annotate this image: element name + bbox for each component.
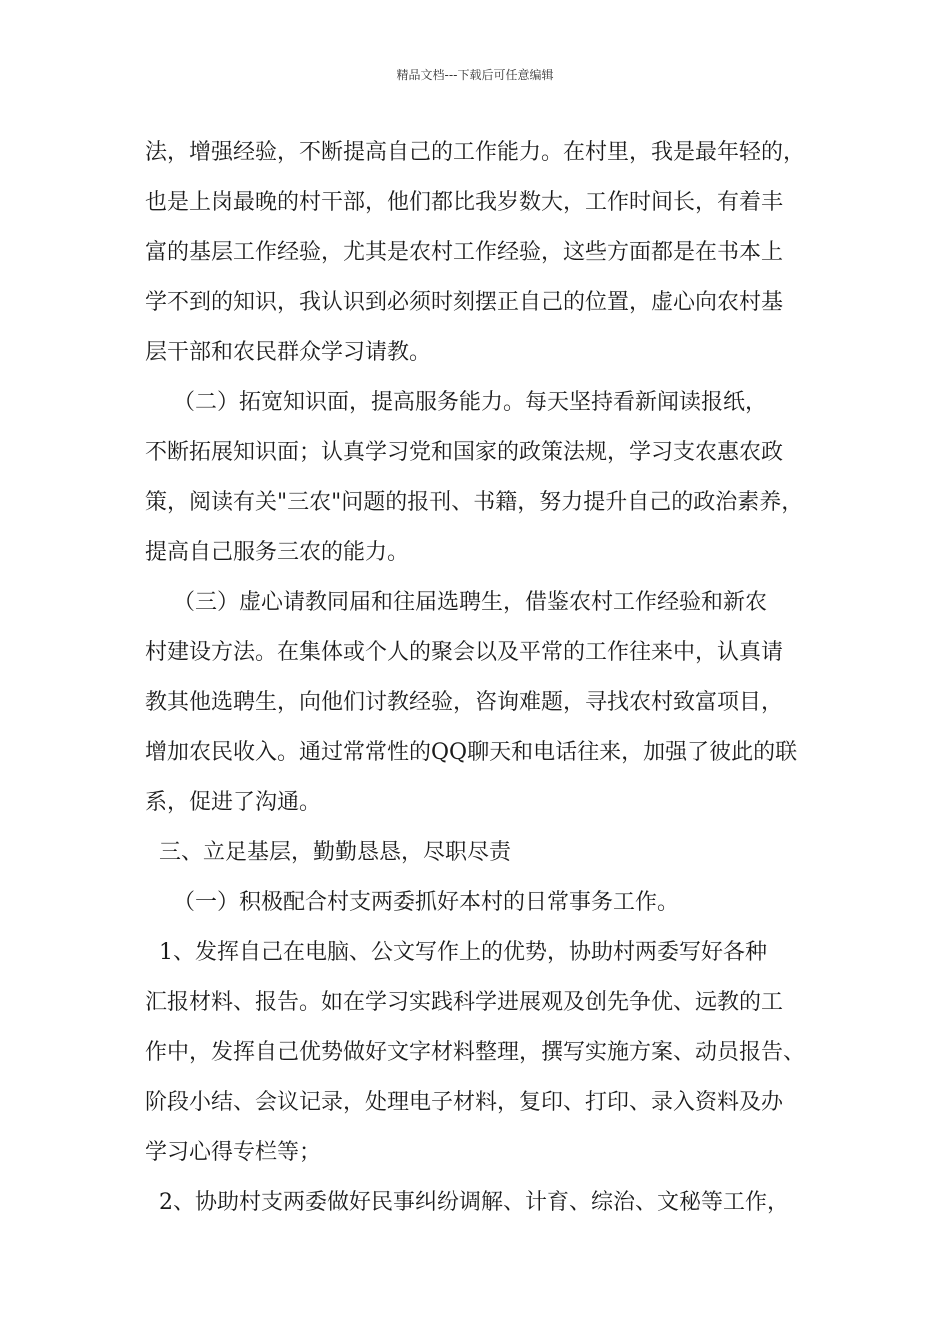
text-line: 策，阅读有关"三农"问题的报刊、书籍，努力提升自己的政治素养，	[145, 490, 804, 515]
text-line: 不断拓展知识面；认真学习党和国家的政策法规，学习支农惠农政	[145, 440, 784, 465]
text-line: （二）拓宽知识面，提高服务能力。每天坚持看新闻读报纸，	[145, 390, 767, 415]
text-line: 学习心得专栏等；	[145, 1140, 322, 1165]
text-line: 也是上岗最晚的村干部，他们都比我岁数大，工作时间长，有着丰	[145, 190, 784, 215]
text-line: 学不到的知识，我认识到必须时刻摆正自己的位置，虚心向农村基	[145, 290, 784, 315]
text-line: 村建设方法。在集体或个人的聚会以及平常的工作往来中，认真请	[145, 640, 784, 665]
text-line: 2、协助村支两委做好民事纠纷调解、计育、综治、文秘等工作，	[145, 1190, 789, 1215]
text-line: 教其他选聘生，向他们讨教经验，咨询难题，寻找农村致富项目，	[145, 690, 784, 715]
page-header: 精品文档---下载后可任意编辑	[396, 68, 554, 82]
document-body	[145, 128, 815, 1228]
text-line: 汇报材料、报告。如在学习实践科学进展观及创先争优、远教的工	[145, 990, 784, 1015]
text-line: （一）积极配合村支两委抓好本村的日常事务工作。	[145, 890, 679, 915]
section-heading: 三、立足基层，勤勤恳恳，尽职尽责	[145, 840, 511, 865]
text-line: （三）虚心请教同届和往届选聘生，借鉴农村工作经验和新农	[145, 590, 767, 615]
text-line: 法，增强经验，不断提高自己的工作能力。在村里，我是最年轻的，	[145, 140, 806, 165]
text-line: 作中，发挥自己优势做好文字材料整理，撰写实施方案、动员报告、	[145, 1040, 806, 1065]
text-line: 层干部和农民群众学习请教。	[145, 340, 432, 365]
text-line: 富的基层工作经验，尤其是农村工作经验，这些方面都是在书本上	[145, 240, 784, 265]
text-line: 阶段小结、会议记录，处理电子材料，复印、打印、录入资料及办	[145, 1090, 784, 1115]
text-line: 提高自己服务三农的能力。	[145, 540, 410, 565]
text-line: 系，促进了沟通。	[145, 790, 322, 815]
text-line: 增加农民收入。通过常常性的QQ聊天和电话往来，加强了彼此的联	[145, 740, 798, 765]
text-line: 1、发挥自己在电脑、公文写作上的优势，协助村两委写好各种	[145, 940, 767, 965]
